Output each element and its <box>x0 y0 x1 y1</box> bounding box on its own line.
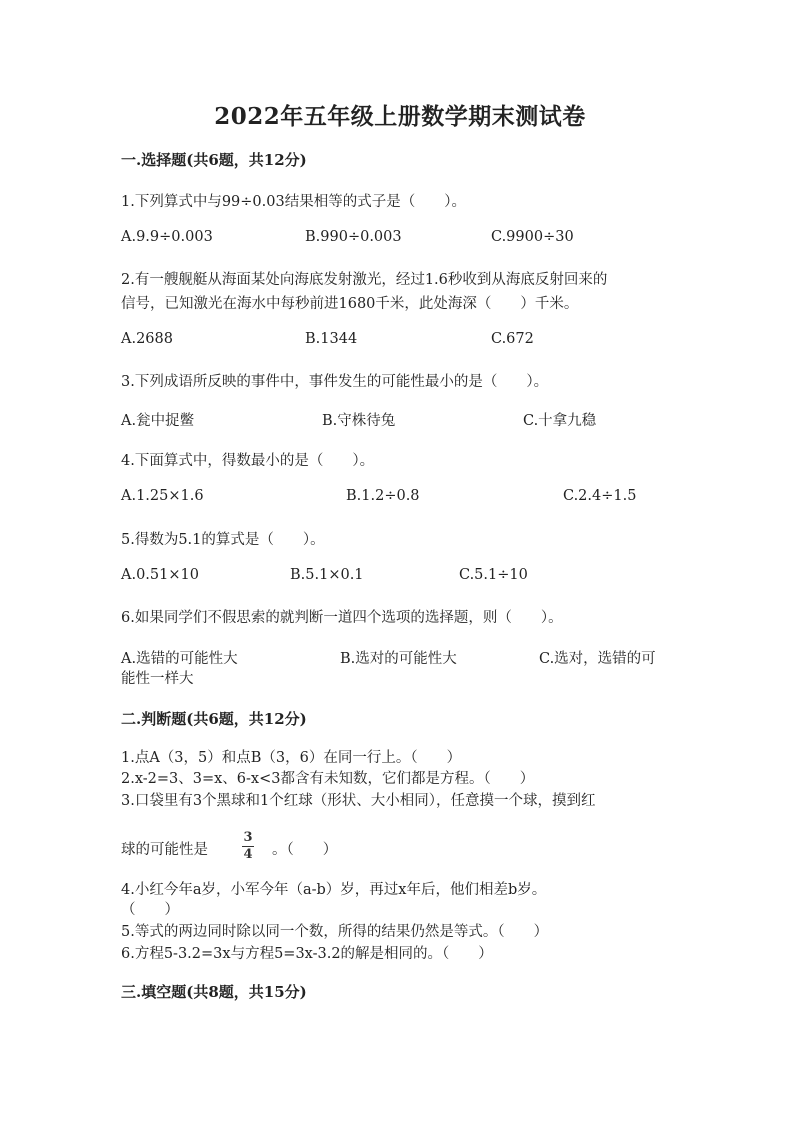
question-1: 1.下列算式中与99÷0.03结果相等的式子是（ ）。 <box>121 194 466 210</box>
q2-option-c: C.672 <box>491 331 534 347</box>
tf-question-5: 5.等式的两边同时除以同一个数，所得的结果仍然是等式。（ ） <box>121 924 549 940</box>
q4-option-b: B.1.2÷0.8 <box>346 488 420 504</box>
q1-option-a: A.9.9÷0.003 <box>121 229 213 245</box>
tf-question-3-line1: 3.口袋里有3个黑球和1个红球（形状、大小相同），任意摸一个球，摸到红 <box>121 793 596 809</box>
tf-question-3-prefix: 球的可能性是 <box>121 842 208 858</box>
q3-option-a: A.瓮中捉鳖 <box>121 413 195 429</box>
q5-option-c: C.5.1÷10 <box>459 567 528 583</box>
fraction-three-quarters <box>238 831 258 862</box>
q1-option-b: B.990÷0.003 <box>305 229 402 245</box>
q4-option-a: A.1.25×1.6 <box>121 488 204 504</box>
section-heading-true-false: 二.判断题(共6题，共12分) <box>121 710 307 728</box>
tf-question-4-line2: （ ） <box>121 902 179 918</box>
q4-option-c: C.2.4÷1.5 <box>563 488 637 504</box>
q2-option-b: B.1344 <box>305 331 358 347</box>
q6-option-b: B.选对的可能性大 <box>340 651 457 667</box>
q1-option-c: C.9900÷30 <box>491 229 574 245</box>
question-3: 3.下列成语所反映的事件中，事件发生的可能性最小的是（ ）。 <box>121 374 549 390</box>
tf-question-6: 6.方程5-3.2=3x与方程5=3x-3.2的解是相同的。（ ） <box>121 946 493 962</box>
section-heading-choice: 一.选择题(共6题，共12分) <box>121 151 307 169</box>
q6-option-c-continued: 能性一样大 <box>121 671 194 687</box>
page-title: 2022年五年级上册数学期末测试卷 <box>214 103 586 130</box>
fraction-numerator: 3 <box>243 830 253 845</box>
question-6: 6.如果同学们不假思索的就判断一道四个选项的选择题，则（ ）。 <box>121 610 563 626</box>
question-5: 5.得数为5.1的算式是（ ）。 <box>121 532 325 548</box>
section-heading-fill-in: 三.填空题(共8题，共15分) <box>121 983 307 1001</box>
tf-question-2: 2.x-2=3、3=x、6-x<3都含有未知数，它们都是方程。（ ） <box>121 771 535 787</box>
tf-question-3-suffix: 。（ ） <box>272 842 338 858</box>
q3-option-b: B.守株待兔 <box>322 413 396 429</box>
question-4: 4.下面算式中，得数最小的是（ ）。 <box>121 453 375 469</box>
q6-option-a: A.选错的可能性大 <box>121 651 238 667</box>
q3-option-c: C.十拿九稳 <box>523 413 597 429</box>
q6-option-c: C.选对，选错的可 <box>539 651 656 667</box>
question-2-line1: 2.有一艘舰艇从海面某处向海底发射激光，经过1.6秒收到从海底反射回来的 <box>121 272 608 288</box>
q5-option-b: B.5.1×0.1 <box>290 567 364 583</box>
tf-question-4-line1: 4.小红今年a岁，小军今年（a-b）岁，再过x年后，他们相差b岁。 <box>121 882 547 898</box>
q5-option-a: A.0.51×10 <box>121 567 199 583</box>
question-2-line2: 信号，已知激光在海水中每秒前进1680千米，此处海深（ ）千米。 <box>121 296 579 312</box>
tf-question-1: 1.点A（3，5）和点B（3，6）在同一行上。（ ） <box>121 750 462 766</box>
fraction-denominator: 4 <box>243 847 253 862</box>
q2-option-a: A.2688 <box>121 331 173 347</box>
